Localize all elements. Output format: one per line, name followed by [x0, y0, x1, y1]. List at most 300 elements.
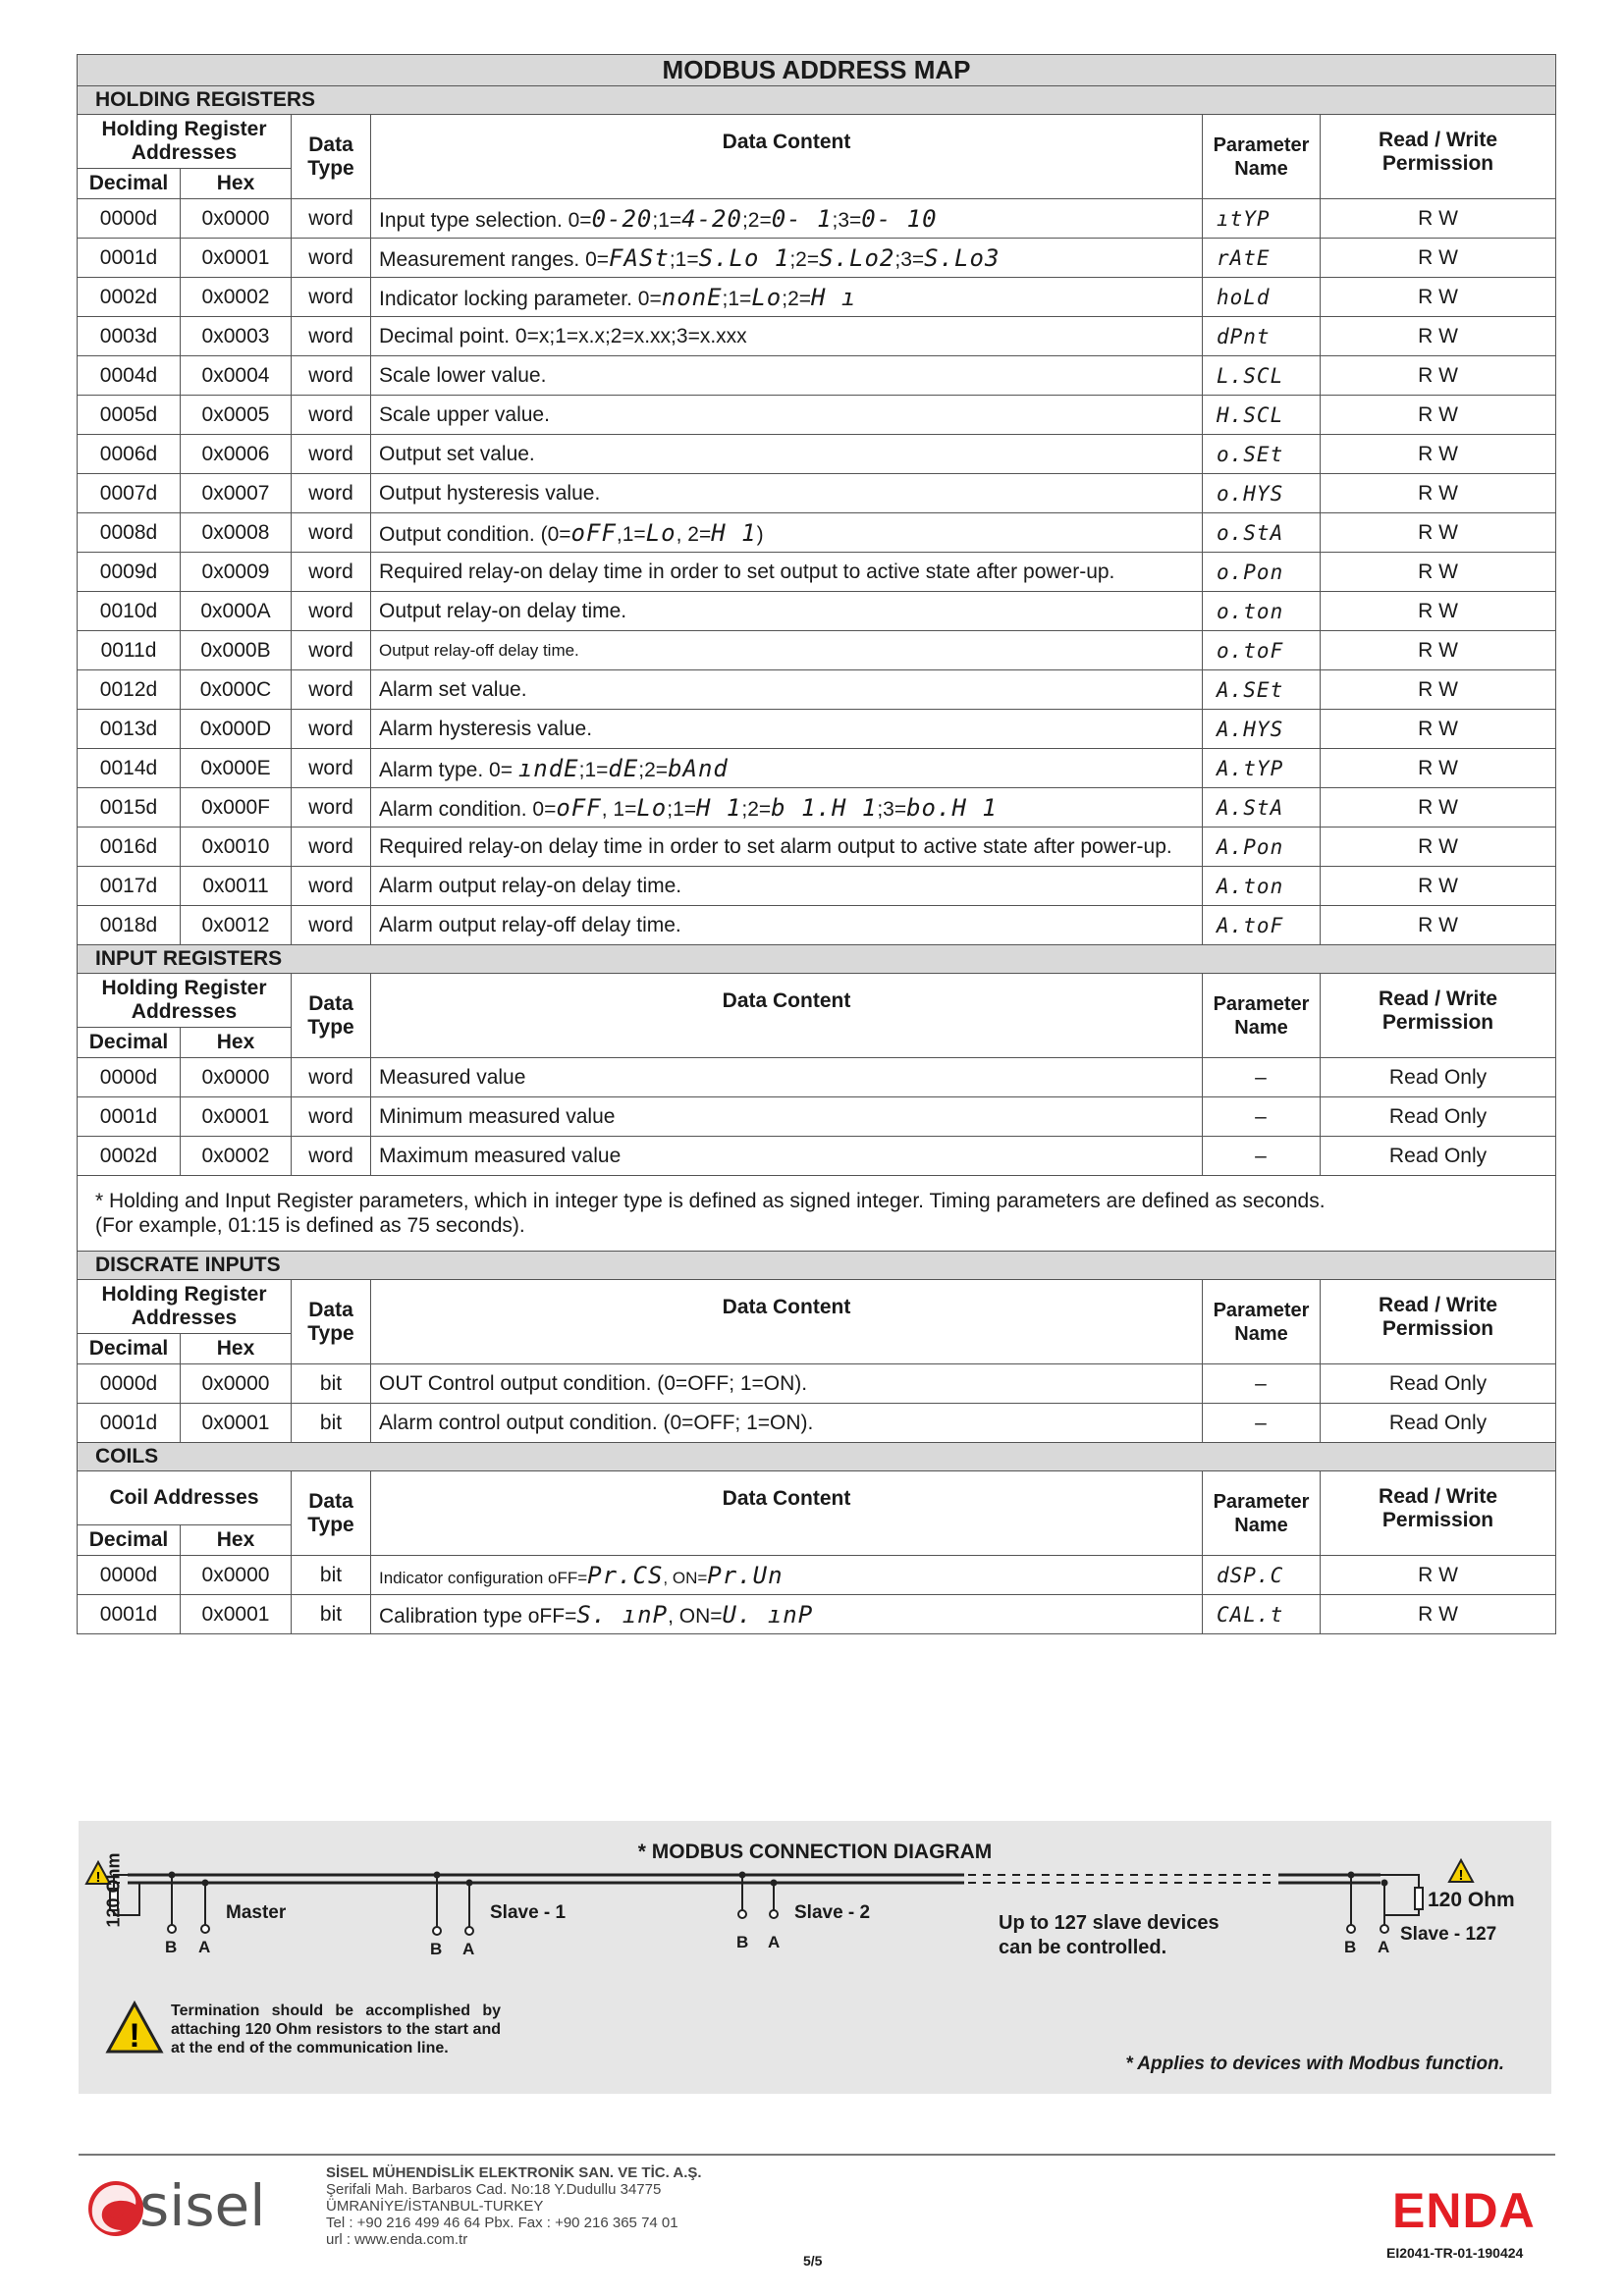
segment-display-text: S.Lo2 — [819, 243, 895, 272]
parameter-name: dSP.C — [1203, 1556, 1321, 1595]
data-type: bit — [292, 1404, 371, 1443]
hex-header: Hex — [181, 1525, 292, 1556]
hex-address: 0x0007 — [181, 474, 292, 513]
data-content — [371, 710, 1203, 749]
data-content — [371, 828, 1203, 867]
column-header-row — [78, 974, 1556, 1028]
decimal-address: 0009d — [78, 553, 181, 592]
section-title: HOLDING REGISTERS — [78, 86, 1556, 115]
content-text: ;1= — [722, 287, 752, 310]
table-row — [78, 1404, 1556, 1443]
address-header: Holding Register Addresses — [78, 115, 292, 169]
table-row — [78, 670, 1556, 710]
decimal-address: 0000d — [78, 1556, 181, 1595]
page-title: MODBUS ADDRESS MAP — [78, 55, 1556, 86]
data-type-header: Data Type — [292, 1280, 371, 1364]
parameter-name: – — [1203, 1137, 1321, 1176]
parameter-name: A.HYS — [1203, 710, 1321, 749]
content-text: ;3= — [832, 208, 862, 232]
permission: R W — [1321, 906, 1556, 945]
table-row — [78, 396, 1556, 435]
segment-display-text: H ı — [811, 283, 857, 311]
table-row — [78, 1097, 1556, 1137]
parameter-name-header: Parameter Name — [1203, 115, 1321, 199]
table-row — [78, 317, 1556, 356]
section-header-row — [78, 1252, 1556, 1280]
table-row — [78, 1556, 1556, 1595]
decimal-address: 0003d — [78, 317, 181, 356]
content-text: Calibration type oFF= — [379, 1604, 577, 1628]
hex-address: 0x000C — [181, 670, 292, 710]
segment-display-text: dE — [608, 754, 639, 782]
segment-display-text: Lo — [636, 793, 668, 822]
permission: Read Only — [1321, 1404, 1556, 1443]
content-text: , ON= — [668, 1604, 723, 1628]
permission: R W — [1321, 828, 1556, 867]
permission: R W — [1321, 710, 1556, 749]
content-text: Alarm output relay-off delay time. — [379, 913, 681, 936]
hex-address: 0x0012 — [181, 906, 292, 945]
content-text: ;1= — [667, 797, 697, 821]
decimal-address: 0000d — [78, 199, 181, 239]
content-text: , ON= — [663, 1568, 708, 1587]
address-line1: Şerifali Mah. Barbaros Cad. No:18 Y.Dudullu 34775 — [326, 2181, 662, 2198]
data-content — [371, 1404, 1203, 1443]
modbus-address-table — [77, 54, 1556, 1634]
permission: R W — [1321, 553, 1556, 592]
applies-note: * Applies to devices with Modbus function. — [1125, 2054, 1504, 2074]
section-title: INPUT REGISTERS — [78, 945, 1556, 974]
segment-display-text: S.Lo3 — [924, 243, 1001, 272]
section-header-row — [78, 1443, 1556, 1471]
segment-display-text: b 1.H 1 — [771, 793, 878, 822]
content-text: ) — [756, 522, 764, 546]
data-content — [371, 513, 1203, 553]
content-text: ;2= — [741, 208, 772, 232]
parameter-name: A.Pon — [1203, 828, 1321, 867]
resistor-left-label: 120 Ohm — [103, 1852, 124, 1928]
table-row — [78, 1364, 1556, 1404]
hex-address: 0x0001 — [181, 1595, 292, 1634]
segment-display-text: oFF — [570, 518, 617, 547]
segment-display-text: S. ınP — [576, 1600, 669, 1629]
data-type: word — [292, 356, 371, 396]
content-text: OUT Control output condition. (0=OFF; 1=ON). — [379, 1371, 808, 1395]
content-text: Maximum measured value — [379, 1144, 622, 1167]
content-text: Scale upper value. — [379, 402, 550, 426]
content-text: ;3= — [877, 797, 907, 821]
data-content — [371, 1058, 1203, 1097]
column-header-row — [78, 1280, 1556, 1334]
segment-display-text: S.Lo 1 — [698, 243, 790, 272]
parameter-name: A.ton — [1203, 867, 1321, 906]
content-text: Alarm set value. — [379, 677, 527, 701]
footer-divider — [79, 2154, 1555, 2156]
parameter-name: A.toF — [1203, 906, 1321, 945]
hex-address: 0x0000 — [181, 1556, 292, 1595]
column-header-row — [78, 1471, 1556, 1525]
decimal-address: 0000d — [78, 1364, 181, 1404]
permission: R W — [1321, 1595, 1556, 1634]
content-text: Measured value — [379, 1065, 526, 1089]
hex-address: 0x0008 — [181, 513, 292, 553]
parameter-name: CAL.t — [1203, 1595, 1321, 1634]
data-content-header: Data Content — [371, 115, 1203, 199]
hex-address: 0x0001 — [181, 239, 292, 278]
modbus-map — [77, 54, 1555, 1634]
hex-header: Hex — [181, 1334, 292, 1364]
terminal-b-label: B — [1344, 1938, 1357, 1956]
permission: Read Only — [1321, 1364, 1556, 1404]
data-type-header: Data Type — [292, 974, 371, 1058]
parameter-name-header: Parameter Name — [1203, 1471, 1321, 1556]
parameter-name: o.toF — [1203, 631, 1321, 670]
table-row — [78, 710, 1556, 749]
decimal-header: Decimal — [78, 1525, 181, 1556]
table-row — [78, 474, 1556, 513]
segment-display-text: 4-20 — [681, 204, 742, 233]
permission: R W — [1321, 356, 1556, 396]
content-text: Measurement ranges. 0= — [379, 247, 610, 271]
table-row — [78, 1137, 1556, 1176]
address-header: Holding Register Addresses — [78, 974, 292, 1028]
data-type: word — [292, 1137, 371, 1176]
data-type: word — [292, 513, 371, 553]
address-header: Coil Addresses — [78, 1471, 292, 1525]
segment-display-text: oFF — [556, 793, 602, 822]
url-line: url : www.enda.com.tr — [326, 2231, 468, 2248]
segment-display-text: 0- 1 — [771, 204, 833, 233]
hex-address: 0x0000 — [181, 1364, 292, 1404]
permission: R W — [1321, 278, 1556, 317]
permission: R W — [1321, 1556, 1556, 1595]
hex-address: 0x0011 — [181, 867, 292, 906]
capacity-note — [999, 1911, 1219, 1960]
permission-header: Read / Write Permission — [1321, 1471, 1556, 1556]
capacity-line1: Up to 127 slave devices — [999, 1912, 1219, 1934]
note-row — [78, 1176, 1556, 1252]
svg-text:!: ! — [1458, 1867, 1464, 1884]
data-content — [371, 749, 1203, 788]
table-row — [78, 788, 1556, 828]
content-text: , 2= — [676, 522, 712, 546]
decimal-address: 0001d — [78, 239, 181, 278]
slave127-label: Slave - 127 — [1400, 1924, 1497, 1945]
data-content — [371, 317, 1203, 356]
data-type: word — [292, 710, 371, 749]
content-text: Output relay-on delay time. — [379, 599, 627, 622]
column-header-row — [78, 115, 1556, 169]
data-content — [371, 906, 1203, 945]
data-type: word — [292, 828, 371, 867]
data-type: word — [292, 592, 371, 631]
table-row — [78, 356, 1556, 396]
content-text: Alarm hysteresis value. — [379, 717, 593, 740]
data-type: word — [292, 788, 371, 828]
segment-display-text: U. ınP — [722, 1600, 814, 1629]
segment-display-text: Lo — [645, 518, 677, 547]
permission-header: Read / Write Permission — [1321, 1280, 1556, 1364]
data-type: word — [292, 749, 371, 788]
decimal-address: 0002d — [78, 278, 181, 317]
slave1-label: Slave - 1 — [490, 1902, 567, 1923]
decimal-address: 0015d — [78, 788, 181, 828]
data-type: bit — [292, 1364, 371, 1404]
segment-display-text: FASt — [609, 243, 670, 272]
register-note — [78, 1176, 1556, 1252]
decimal-header: Decimal — [78, 169, 181, 199]
parameter-name: ıtYP — [1203, 199, 1321, 239]
section-header-row — [78, 86, 1556, 115]
terminal-b-label: B — [165, 1938, 178, 1956]
content-text: Required relay-on delay time in order to set alarm output to active state after power-up. — [379, 834, 1172, 858]
data-type: word — [292, 631, 371, 670]
terminal-a-label: A — [1378, 1938, 1390, 1956]
permission-header: Read / Write Permission — [1321, 974, 1556, 1058]
data-content-header: Data Content — [371, 974, 1203, 1058]
resistor-right-label: 120 Ohm — [1428, 1889, 1515, 1911]
content-text: ;1= — [578, 758, 609, 781]
content-text: Output relay-off delay time. — [379, 640, 579, 660]
parameter-name-header: Parameter Name — [1203, 974, 1321, 1058]
parameter-name: – — [1203, 1404, 1321, 1443]
decimal-address: 0001d — [78, 1404, 181, 1443]
hex-address: 0x0002 — [181, 1137, 292, 1176]
table-row — [78, 828, 1556, 867]
data-content — [371, 474, 1203, 513]
section-header-row — [78, 945, 1556, 974]
document-number: EI2041-TR-01-190424 — [1386, 2245, 1524, 2261]
data-type: word — [292, 1097, 371, 1137]
data-content — [371, 1364, 1203, 1404]
content-text: ;2= — [741, 797, 772, 821]
content-text: ;1= — [652, 208, 682, 232]
note-line2: (For example, 01:15 is defined as 75 seconds). — [95, 1214, 525, 1237]
table-row — [78, 1058, 1556, 1097]
data-content — [371, 435, 1203, 474]
decimal-header: Decimal — [78, 1334, 181, 1364]
parameter-name: L.SCL — [1203, 356, 1321, 396]
parameter-name: rAtE — [1203, 239, 1321, 278]
content-text: Alarm type. 0= — [379, 758, 518, 781]
data-content — [371, 788, 1203, 828]
data-content — [371, 553, 1203, 592]
parameter-name: o.ton — [1203, 592, 1321, 631]
data-type: bit — [292, 1595, 371, 1634]
table-row — [78, 749, 1556, 788]
data-type: word — [292, 867, 371, 906]
permission: R W — [1321, 396, 1556, 435]
data-type: word — [292, 553, 371, 592]
decimal-address: 0005d — [78, 396, 181, 435]
sisel-logo-text: sisel — [139, 2172, 266, 2239]
data-content — [371, 278, 1203, 317]
parameter-name: o.HYS — [1203, 474, 1321, 513]
data-type: bit — [292, 1556, 371, 1595]
data-type: word — [292, 199, 371, 239]
parameter-name: o.SEt — [1203, 435, 1321, 474]
decimal-address: 0004d — [78, 356, 181, 396]
content-text: ;1= — [669, 247, 699, 271]
decimal-address: 0017d — [78, 867, 181, 906]
content-text: ;2= — [638, 758, 669, 781]
data-type: word — [292, 1058, 371, 1097]
table-row — [78, 631, 1556, 670]
terminal-a-label: A — [462, 1940, 475, 1958]
address-line2: ÜMRANİYE/İSTANBUL-TURKEY — [326, 2198, 544, 2215]
data-content-header: Data Content — [371, 1471, 1203, 1556]
content-text: ,1= — [616, 522, 646, 546]
data-type: word — [292, 670, 371, 710]
parameter-name: hoLd — [1203, 278, 1321, 317]
content-text: Output condition. (0= — [379, 522, 571, 546]
data-content — [371, 670, 1203, 710]
data-content — [371, 356, 1203, 396]
hex-address: 0x0002 — [181, 278, 292, 317]
table-row — [78, 239, 1556, 278]
data-type-header: Data Type — [292, 115, 371, 199]
hex-address: 0x0001 — [181, 1404, 292, 1443]
decimal-address: 0008d — [78, 513, 181, 553]
parameter-name: A.tYP — [1203, 749, 1321, 788]
decimal-address: 0001d — [78, 1595, 181, 1634]
content-text: Indicator locking parameter. 0= — [379, 287, 662, 310]
hex-address: 0x0004 — [181, 356, 292, 396]
permission: R W — [1321, 867, 1556, 906]
master-label: Master — [226, 1902, 287, 1923]
data-content — [371, 1556, 1203, 1595]
content-text: Alarm condition. 0= — [379, 797, 557, 821]
hex-address: 0x000F — [181, 788, 292, 828]
permission: R W — [1321, 749, 1556, 788]
table-row — [78, 906, 1556, 945]
capacity-line2: can be controlled. — [999, 1937, 1167, 1958]
data-type: word — [292, 474, 371, 513]
hex-address: 0x000B — [181, 631, 292, 670]
note-line1: * Holding and Input Register parameters, which in integer type is defined as signed integer. Timing parameters are defined as seconds. — [95, 1190, 1326, 1212]
terminal-a-label: A — [768, 1933, 781, 1951]
table-row — [78, 278, 1556, 317]
hex-address: 0x000D — [181, 710, 292, 749]
hex-address: 0x000A — [181, 592, 292, 631]
hex-address: 0x0000 — [181, 1058, 292, 1097]
parameter-name: H.SCL — [1203, 396, 1321, 435]
decimal-header: Decimal — [78, 1028, 181, 1058]
parameter-name: – — [1203, 1097, 1321, 1137]
data-type: word — [292, 239, 371, 278]
segment-display-text: 0-20 — [591, 204, 653, 233]
decimal-address: 0012d — [78, 670, 181, 710]
terminal-b-label: B — [736, 1933, 749, 1951]
phone-line: Tel : +90 216 499 46 64 Pbx. Fax : +90 216 365 74 01 — [326, 2215, 678, 2231]
segment-display-text: ındE — [517, 754, 579, 782]
hex-address: 0x0006 — [181, 435, 292, 474]
data-content — [371, 1595, 1203, 1634]
data-type: word — [292, 435, 371, 474]
segment-display-text: Lo — [751, 283, 783, 311]
permission-header: Read / Write Permission — [1321, 115, 1556, 199]
hex-address: 0x0000 — [181, 199, 292, 239]
svg-text:!: ! — [129, 2017, 140, 2055]
segment-display-text: 0- 10 — [861, 204, 938, 233]
enda-logo: ENDA — [1392, 2183, 1536, 2238]
diagram-title: * MODBUS CONNECTION DIAGRAM — [637, 1841, 993, 1863]
content-text: Output set value. — [379, 442, 535, 465]
data-content — [371, 631, 1203, 670]
permission: R W — [1321, 239, 1556, 278]
data-type: word — [292, 396, 371, 435]
decimal-address: 0001d — [78, 1097, 181, 1137]
permission: R W — [1321, 199, 1556, 239]
data-type: word — [292, 278, 371, 317]
company-info — [326, 2164, 702, 2248]
decimal-address: 0018d — [78, 906, 181, 945]
termination-note: Termination should be accomplished by attaching 120 Ohm resistors to the start and at the end of the communication line. — [171, 2002, 501, 2056]
content-text: Input type selection. 0= — [379, 208, 592, 232]
permission: R W — [1321, 513, 1556, 553]
table-row — [78, 553, 1556, 592]
content-text: Minimum measured value — [379, 1104, 616, 1128]
data-type-header: Data Type — [292, 1471, 371, 1556]
data-content — [371, 239, 1203, 278]
company-name: SİSEL MÜHENDİSLİK ELEKTRONİK SAN. VE TİC. A.Ş. — [326, 2164, 702, 2181]
permission: R W — [1321, 592, 1556, 631]
decimal-address: 0010d — [78, 592, 181, 631]
content-text: Decimal point. 0=x;1=x.x;2=x.xx;3=x.xxx — [379, 324, 747, 347]
permission: R W — [1321, 631, 1556, 670]
parameter-name: o.StA — [1203, 513, 1321, 553]
data-type: word — [292, 906, 371, 945]
parameter-name: A.SEt — [1203, 670, 1321, 710]
table-row — [78, 513, 1556, 553]
table-row — [78, 867, 1556, 906]
permission: Read Only — [1321, 1097, 1556, 1137]
page-number: 5/5 — [803, 2253, 823, 2269]
table-row — [78, 1595, 1556, 1634]
segment-display-text: Pr.Un — [707, 1561, 784, 1589]
section-title: DISCRATE INPUTS — [78, 1252, 1556, 1280]
content-text: Scale lower value. — [379, 363, 547, 387]
content-text: ;3= — [894, 247, 925, 271]
hex-header: Hex — [181, 1028, 292, 1058]
table-row — [78, 199, 1556, 239]
decimal-address: 0006d — [78, 435, 181, 474]
permission: R W — [1321, 435, 1556, 474]
hex-address: 0x0009 — [181, 553, 292, 592]
data-content — [371, 867, 1203, 906]
content-text: Alarm control output condition. (0=OFF; 1=ON). — [379, 1411, 814, 1434]
permission: R W — [1321, 317, 1556, 356]
warning-icon-right — [1449, 1860, 1473, 1884]
connection-diagram — [79, 1821, 1551, 2094]
hex-address: 0x000E — [181, 749, 292, 788]
content-text: Indicator configuration oFF= — [379, 1568, 588, 1587]
data-content — [371, 592, 1203, 631]
svg-text:!: ! — [95, 1869, 101, 1886]
data-content — [371, 1097, 1203, 1137]
terminal-b-label: B — [430, 1940, 443, 1958]
decimal-address: 0016d — [78, 828, 181, 867]
hex-header: Hex — [181, 169, 292, 199]
segment-display-text: H 1 — [711, 518, 757, 547]
segment-display-text: bAnd — [668, 754, 729, 782]
hex-address: 0x0005 — [181, 396, 292, 435]
permission: R W — [1321, 788, 1556, 828]
data-content — [371, 396, 1203, 435]
content-text: Output hysteresis value. — [379, 481, 601, 505]
terminal-a-label: A — [198, 1938, 211, 1956]
content-text: Required relay-on delay time in order to set output to active state after power-up. — [379, 560, 1115, 583]
